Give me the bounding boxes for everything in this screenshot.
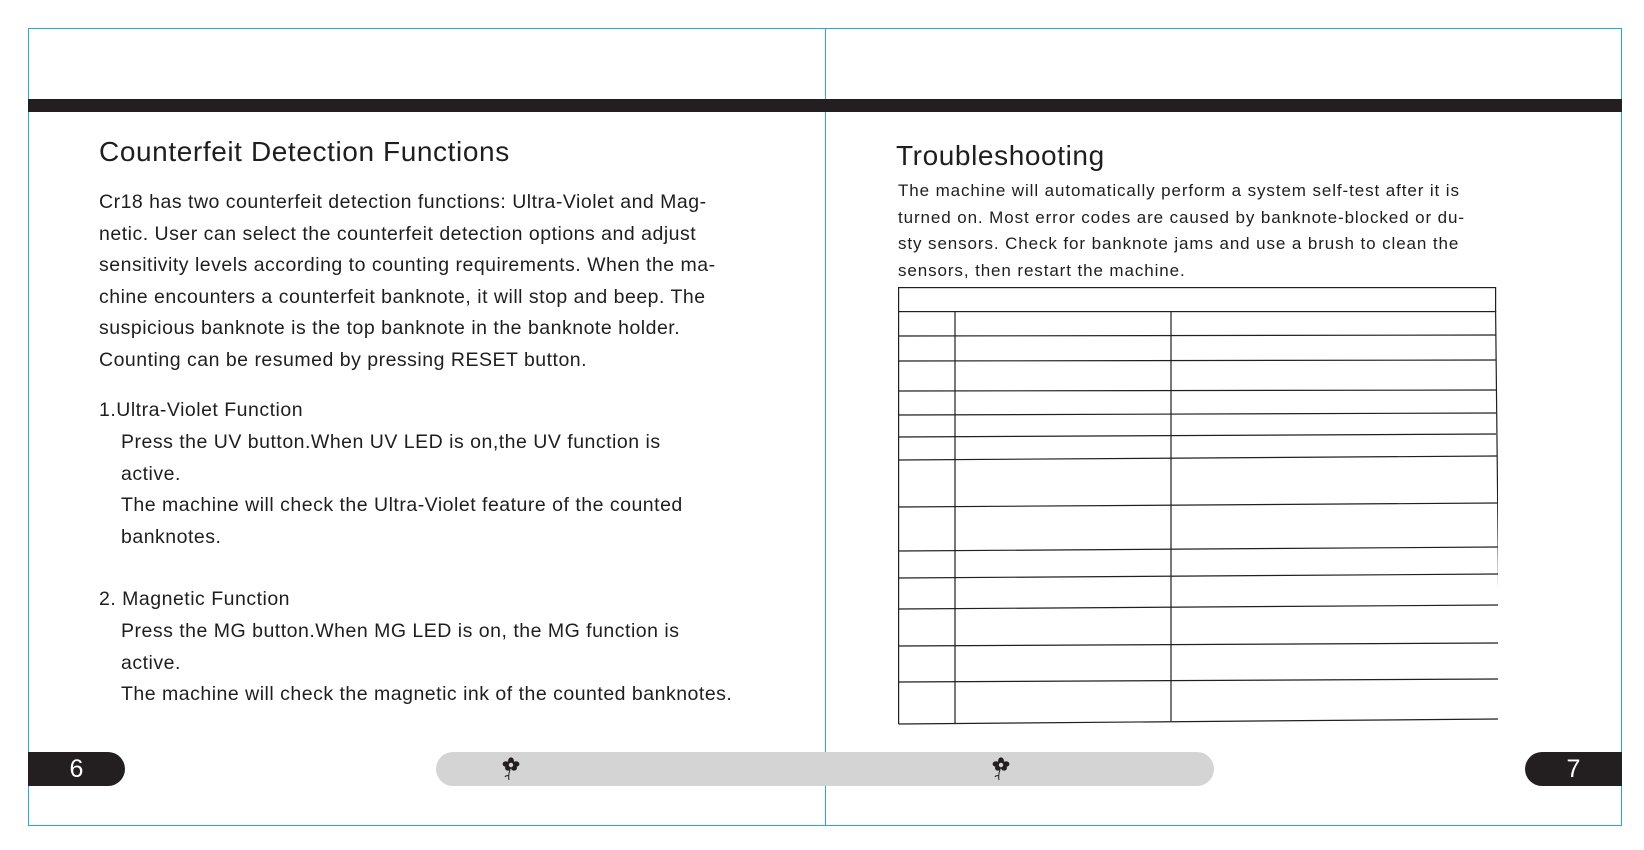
flower-icon: [990, 756, 1012, 782]
mg-text-line: active.: [121, 652, 181, 674]
right-intro-line: turned on. Most error codes are caused by banknote-blocked or du-: [898, 207, 1465, 227]
uv-function-heading: 1.Ultra-Violet Function: [99, 399, 304, 421]
table-header-row: [899, 288, 1496, 312]
table-row-line: [898, 456, 1497, 460]
uv-text-line: active.: [121, 463, 181, 485]
right-intro-line: sty sensors. Check for banknote jams and use a brush to clean the: [898, 234, 1460, 253]
table-row-line: [898, 413, 1496, 415]
left-page-title: Counterfeit Detection Functions: [99, 136, 510, 167]
right-intro-paragraph: [898, 178, 1563, 284]
table-row-line: [898, 605, 1498, 609]
right-intro-line: The machine will automatically perform a system self-test after it is: [898, 181, 1460, 200]
troubleshooting-table: [898, 287, 1498, 725]
left-intro-line: suspicious banknote is the top banknote in the banknote holder.: [99, 317, 681, 339]
uv-text-line: The machine will check the Ultra-Violet feature of the counted: [121, 494, 683, 516]
flower-icon: [500, 756, 522, 782]
table-row-line: [898, 503, 1497, 507]
table-row-line: [898, 434, 1496, 437]
left-intro-line: chine encounters a counterfeit banknote, it will stop and beep. The: [99, 285, 706, 308]
table-row-line: [898, 679, 1498, 682]
left-intro-line: netic. User can select the counterfeit detection options and adjust: [99, 222, 697, 245]
table-border-right: [1496, 311, 1498, 719]
left-intro-line: Cr18 has two counterfeit detection functions: Ultra-Violet and Mag-: [99, 191, 707, 213]
left-intro-line: sensitivity levels according to counting requirements. When the ma-: [99, 254, 716, 276]
uv-text-line: Press the UV button.When UV LED is on,the UV function is: [121, 431, 661, 453]
table-row-line: [898, 574, 1498, 578]
right-intro-line: sensors, then restart the machine.: [898, 260, 1186, 280]
left-intro-paragraph: [99, 187, 779, 376]
mg-text-line: Press the MG button.When MG LED is on, the MG function is: [121, 620, 680, 642]
left-intro-line: Counting can be resumed by pressing RESET button.: [99, 348, 588, 371]
table-row-line: [898, 643, 1498, 646]
page-number-right: 7: [1525, 752, 1622, 786]
page-number-left: 6: [28, 752, 125, 786]
table-row-line: [898, 547, 1498, 551]
table-row-line: [898, 360, 1496, 361]
table-row-line: [898, 335, 1496, 336]
page-spine: [825, 28, 826, 826]
uv-text-line: banknotes.: [121, 526, 222, 548]
mg-text-line: The machine will check the magnetic ink of the counted banknotes.: [121, 683, 733, 705]
header-bar: [28, 99, 1622, 112]
right-page-title: Troubleshooting: [896, 140, 1105, 171]
mg-function-heading: 2. Magnetic Function: [99, 588, 291, 610]
footer-band: [436, 752, 1214, 786]
table-border-bottom: [899, 719, 1498, 724]
table-row-line: [898, 390, 1496, 391]
